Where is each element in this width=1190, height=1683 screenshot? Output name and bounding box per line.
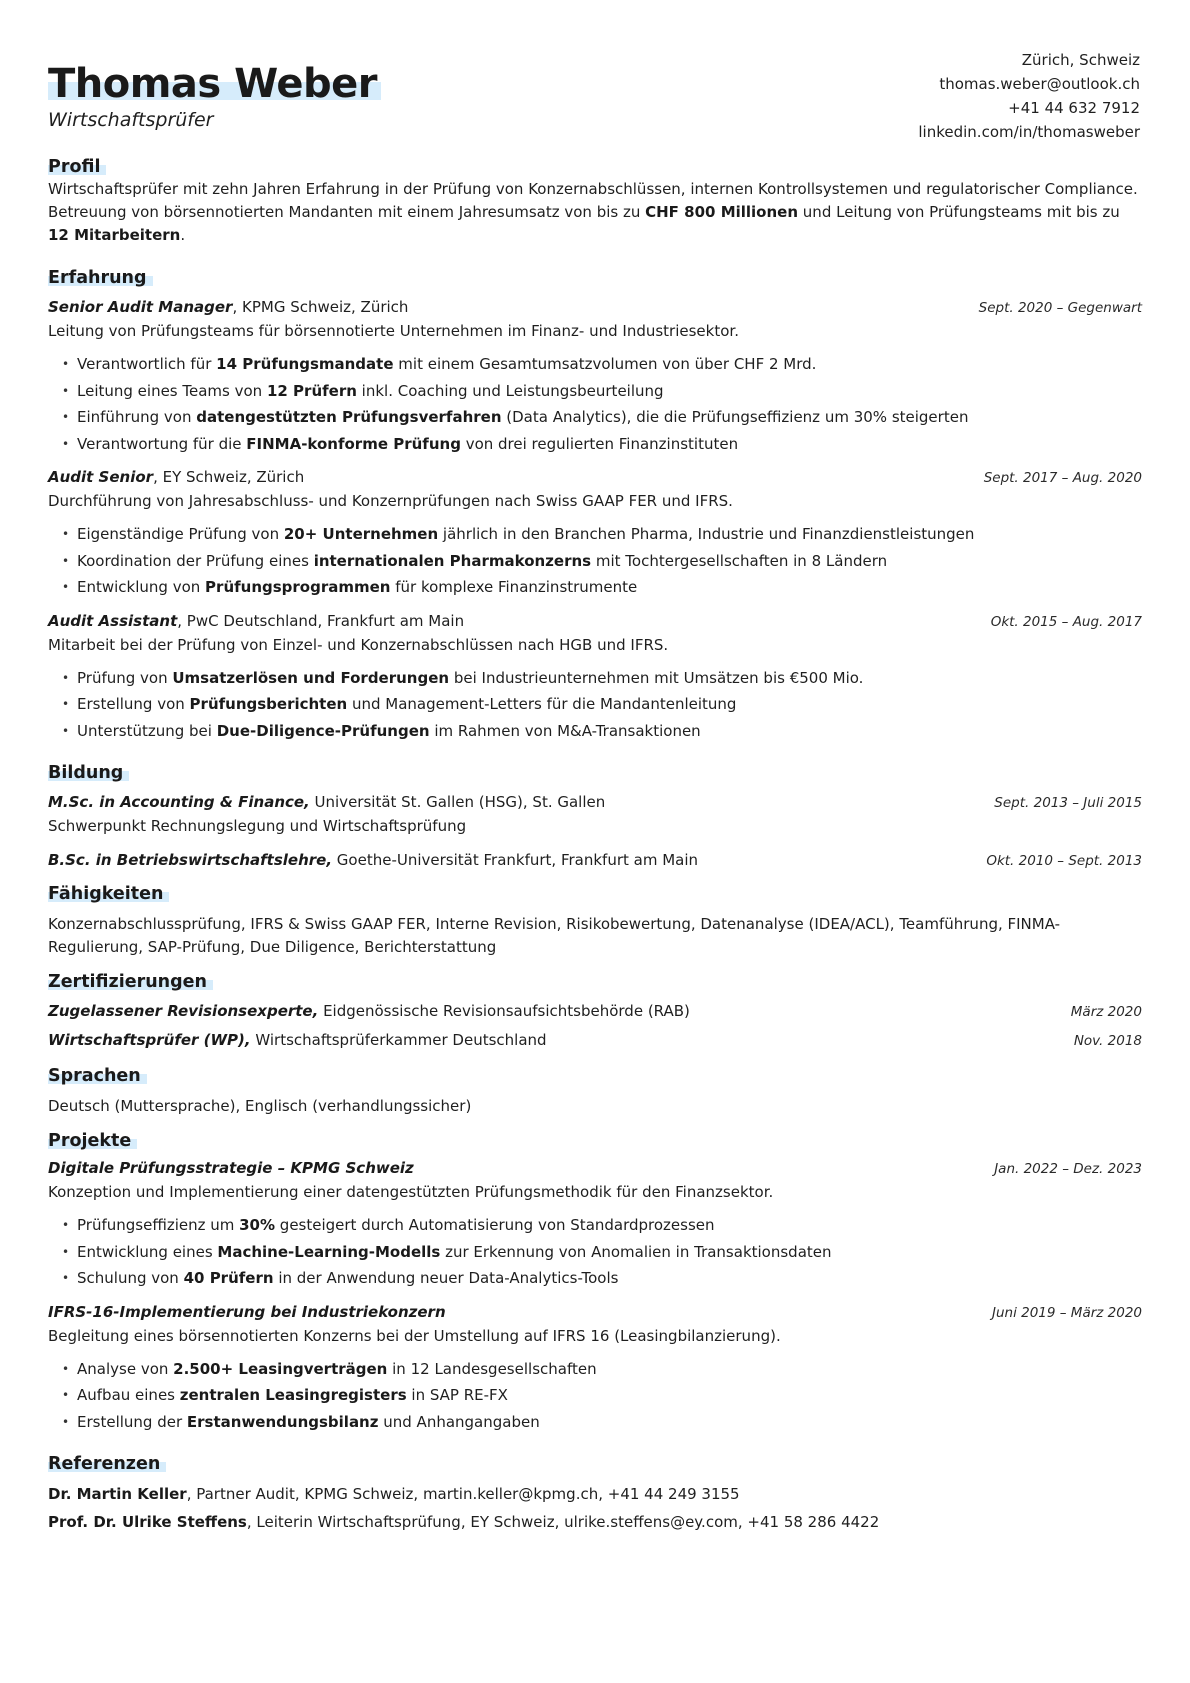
degree: M.Sc. in Accounting & Finance,	[48, 793, 310, 811]
section-skills	[48, 883, 1142, 959]
degree: B.Sc. in Betriebswirtschaftslehre,	[48, 851, 333, 869]
section-languages	[48, 1065, 1142, 1118]
education-note: Schwerpunkt Rechnungslegung und Wirtschaftsprüfung	[48, 817, 467, 835]
experience-entry	[48, 295, 1142, 457]
bullet-item: • Koordination der Prüfung eines internationalen Pharmakonzerns mit Tochtergesellschaften in 8 Ländern	[62, 548, 1142, 575]
candidate-title: Wirtschaftsprüfer	[48, 109, 214, 131]
contact-phone: +41 44 632 7912	[1008, 99, 1140, 117]
reference-name: Dr. Martin Keller	[48, 1485, 187, 1503]
entry-header	[48, 609, 1142, 634]
languages-text: Deutsch (Muttersprache), Englisch (verhandlungssicher)	[48, 1097, 472, 1115]
section-references	[48, 1453, 1142, 1534]
entry-header	[48, 295, 1142, 320]
project-summary: Konzeption und Implementierung einer datengestützten Prüfungsmethodik für den Finanzsektor.	[48, 1183, 774, 1201]
experience-entry	[48, 465, 1142, 601]
section-heading: Erfahrung	[48, 268, 147, 288]
certification-entry	[48, 1028, 1142, 1053]
bullet-item: • Prüfungseffizienz um 30% gesteigert durch Automatisierung von Standardprozessen	[62, 1212, 1142, 1239]
entry-header	[48, 848, 1142, 873]
project-title: IFRS-16-Implementierung bei Industriekonzern	[48, 1302, 446, 1321]
bullet-item: • Leitung eines Teams von 12 Prüfern inkl. Coaching und Leistungsbeurteilung	[62, 378, 1142, 405]
bullet-item: • Schulung von 40 Prüfern in der Anwendung neuer Data-Analytics-Tools	[62, 1265, 1142, 1292]
section-heading: Projekte	[48, 1131, 132, 1151]
job-summary: Durchführung von Jahresabschluss- und Konzernprüfungen nach Swiss GAAP FER und IFRS.	[48, 492, 733, 510]
section-heading: Bildung	[48, 763, 124, 783]
job-date: Sept. 2017 – Aug. 2020	[983, 470, 1142, 486]
bullet-item: • Erstellung von Prüfungsberichten und Management-Letters für die Mandantenleitung	[62, 691, 1142, 718]
reference-name: Prof. Dr. Ulrike Steffens	[48, 1513, 247, 1531]
section-certifications	[48, 971, 1142, 1053]
skills-text: Konzernabschlussprüfung, IFRS & Swiss GAAP FER, Interne Revision, Risikobewertung, Datenanalyse (IDEA/ACL), Teamführung, FINMA-Regulierung, SAP-Prüfung, Due Diligence, Berichterstattung	[48, 915, 1061, 956]
bullet-item: • Entwicklung eines Machine-Learning-Modells zur Erkennung von Anomalien in Transaktionsdaten	[62, 1239, 1142, 1266]
section-heading: Sprachen	[48, 1066, 141, 1086]
section-heading: Profil	[48, 157, 101, 177]
job-date: Sept. 2020 – Gegenwart	[978, 300, 1142, 316]
entry-header	[48, 1156, 1142, 1181]
job-org: , PwC Deutschland, Frankfurt am Main	[177, 611, 465, 630]
bullet-item: • Aufbau eines zentralen Leasingregisters in SAP RE-FX	[62, 1382, 1142, 1409]
certification-entry	[48, 999, 1142, 1024]
job-org: , KPMG Schweiz, Zürich	[232, 298, 409, 316]
entry-role-line	[48, 295, 408, 319]
bullet-item: • Unterstützung bei Due-Diligence-Prüfungen im Rahmen von M&A-Transaktionen	[62, 718, 1142, 745]
section-heading: Referenzen	[48, 1454, 161, 1474]
section-experience	[48, 267, 1142, 744]
contact-email[interactable]: thomas.weber@outlook.ch	[939, 75, 1140, 93]
resume-header	[48, 48, 1142, 156]
certification-date: März 2020	[1070, 1004, 1142, 1020]
section-projects	[48, 1130, 1142, 1435]
job-role: Audit Senior	[48, 468, 154, 486]
bullet-item: • Analyse von 2.500+ Leasingverträgen in 12 Landesgesellschaften	[62, 1356, 1142, 1383]
certification-name: Zugelassener Revisionsexperte,	[48, 1002, 319, 1020]
job-bullets	[48, 351, 1142, 457]
bullet-item: • Prüfung von Umsatzerlösen und Forderungen bei Industrieunternehmen mit Umsätzen bis €500 Mio.	[62, 665, 1142, 692]
job-org: , EY Schweiz, Zürich	[153, 468, 305, 486]
bullet-item: • Erstellung der Erstanwendungsbilanz und Anhangangaben	[62, 1409, 1142, 1436]
entry-header	[48, 790, 1142, 815]
job-summary: Leitung von Prüfungsteams für börsennotierte Unternehmen im Finanz- und Industriesektor.	[48, 322, 739, 340]
job-role: Audit Assistant	[48, 611, 178, 630]
bullet-item: • Entwicklung von Prüfungsprogrammen für komplexe Finanzinstrumente	[62, 574, 1142, 601]
reference-entry	[48, 1483, 1142, 1506]
reference-details: , Partner Audit, KPMG Schweiz, martin.keller@kpmg.ch, +41 44 249 3155	[186, 1485, 740, 1503]
certification-name: Wirtschaftsprüfer (WP),	[48, 1031, 251, 1049]
project-entry	[48, 1300, 1142, 1436]
contact-linkedin[interactable]: linkedin.com/in/thomasweber	[918, 123, 1140, 141]
institution: Universität St. Gallen (HSG), St. Gallen	[309, 793, 606, 811]
section-profile	[48, 156, 1142, 247]
job-bullets	[48, 665, 1142, 745]
project-bullets	[48, 1356, 1142, 1436]
entry-degree-line	[48, 848, 698, 872]
education-entry	[48, 790, 1142, 838]
entry-header	[48, 465, 1142, 490]
education-entry	[48, 848, 1142, 873]
education-date: Sept. 2013 – Juli 2015	[994, 795, 1142, 811]
candidate-name: Thomas Weber	[48, 61, 377, 107]
institution: Goethe-Universität Frankfurt, Frankfurt am Main	[332, 851, 699, 869]
entry-role-line	[48, 609, 464, 633]
bullet-item: • Verantwortlich für 14 Prüfungsmandate mit einem Gesamtumsatzvolumen von über CHF 2 Mrd.	[62, 351, 1142, 378]
project-date: Jan. 2022 – Dez. 2023	[994, 1161, 1142, 1177]
bullet-item: • Verantwortung für die FINMA-konforme Prüfung von drei regulierten Finanzinstituten	[62, 431, 1142, 458]
certification-issuer: Wirtschaftsprüferkammer Deutschland	[250, 1031, 547, 1049]
education-date: Okt. 2010 – Sept. 2013	[986, 853, 1142, 869]
job-summary: Mitarbeit bei der Prüfung von Einzel- und Konzernabschlüssen nach HGB und IFRS.	[48, 635, 669, 654]
project-bullets	[48, 1212, 1142, 1292]
section-education	[48, 762, 1142, 873]
contact-block	[918, 48, 1140, 144]
experience-entry	[48, 609, 1142, 745]
project-title: Digitale Prüfungsstrategie – KPMG Schweiz	[48, 1159, 414, 1177]
profile-text: Wirtschaftsprüfer mit zehn Jahren Erfahrung in der Prüfung von Konzernabschlüssen, internen Kontrollsystemen und regulatorischer Compliance. Betreuung von börsennotierten Mandanten mit einem Jahresumsatz von bis zu CHF 800 Millionen und Leitung von Prüfungsteams mit bis zu 12 Mitarbeitern.	[48, 180, 1138, 244]
project-date: Juni 2019 – März 2020	[991, 1304, 1142, 1321]
job-date: Okt. 2015 – Aug. 2017	[990, 613, 1142, 630]
reference-entry	[48, 1511, 1142, 1534]
job-bullets	[48, 521, 1142, 601]
project-entry	[48, 1156, 1142, 1292]
job-role: Senior Audit Manager	[48, 298, 233, 316]
reference-details: , Leiterin Wirtschaftsprüfung, EY Schweiz, ulrike.steffens@ey.com, +41 58 286 4422	[246, 1513, 880, 1531]
certification-issuer: Eidgenössische Revisionsaufsichtsbehörde (RAB)	[318, 1002, 690, 1020]
bullet-item: • Eigenständige Prüfung von 20+ Unternehmen jährlich in den Branchen Pharma, Industrie und Finanzdienstleistungen	[62, 521, 1142, 548]
entry-degree-line	[48, 790, 605, 814]
project-summary: Begleitung eines börsennotierten Konzerns bei der Umstellung auf IFRS 16 (Leasingbilanzierung).	[48, 1326, 781, 1345]
bullet-item: • Einführung von datengestützten Prüfungsverfahren (Data Analytics), die die Prüfungseffizienz um 30% steigerten	[62, 404, 1142, 431]
certification-date: Nov. 2018	[1073, 1033, 1142, 1049]
entry-role-line	[48, 465, 304, 489]
entry-header	[48, 1300, 1142, 1325]
section-heading: Zertifizierungen	[48, 972, 207, 992]
contact-location: Zürich, Schweiz	[1021, 51, 1140, 69]
section-heading: Fähigkeiten	[48, 884, 164, 904]
